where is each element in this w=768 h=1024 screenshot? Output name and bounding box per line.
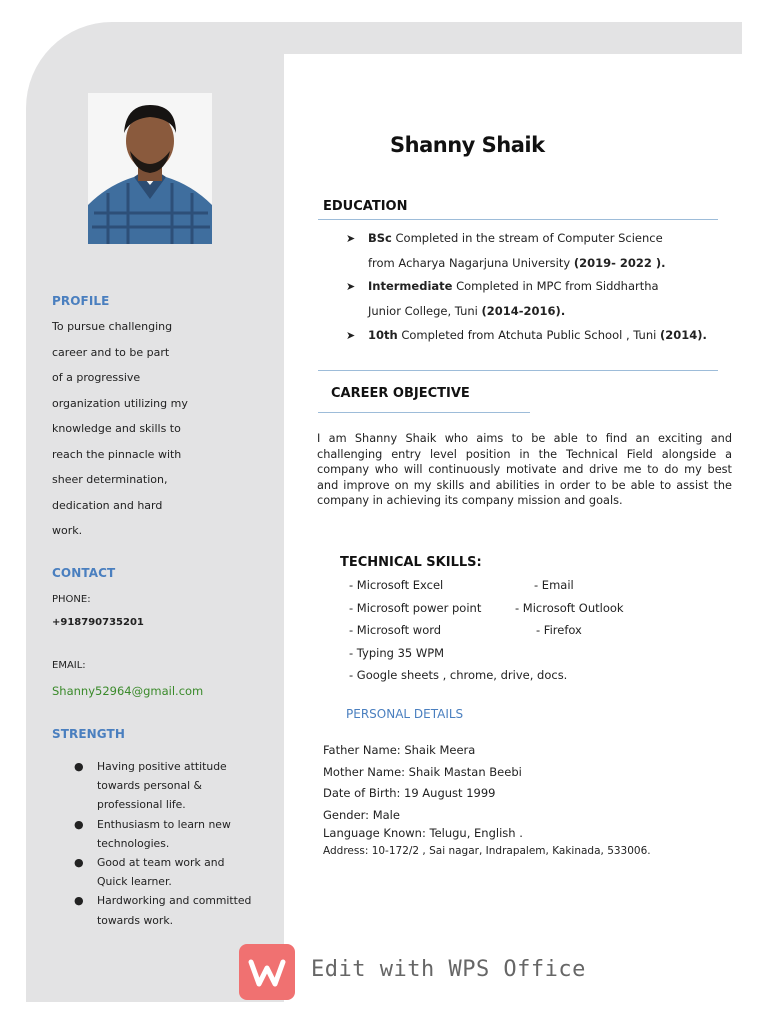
mother-name: Mother Name: Shaik Mastan Beebi — [323, 765, 522, 779]
strength-heading: STRENGTH — [52, 727, 125, 741]
profile-line: dedication and hard — [52, 498, 163, 512]
bullet-icon: ● — [74, 817, 84, 831]
phone-label: PHONE: — [52, 594, 91, 605]
education-bottom-rule — [318, 370, 718, 371]
skill-item: - Microsoft power point — [349, 600, 482, 615]
strength-item — [74, 815, 254, 853]
strength-list — [74, 757, 254, 930]
profile-line: knowledge and skills to — [52, 422, 181, 435]
skill-row — [349, 601, 649, 624]
degree-text: Junior College, Tuni — [368, 304, 482, 318]
skill-item: - Google sheets , chrome, drive, docs. — [349, 668, 568, 682]
strength-item — [74, 891, 254, 929]
profile-line: sheer determination, — [52, 473, 168, 486]
skill-item: - Email — [534, 578, 574, 592]
profile-line: reach the pinnacle with — [52, 447, 182, 461]
bullet-icon: ● — [74, 760, 84, 773]
profile-line: of a progressive — [52, 371, 141, 384]
wps-logo-icon[interactable] — [239, 944, 295, 1000]
bullet-icon: ● — [74, 894, 84, 908]
contact-heading: CONTACT — [52, 566, 116, 580]
strength-line: Quick learner. — [97, 875, 172, 889]
education-item — [346, 226, 666, 275]
skill-item: - Microsoft word — [349, 623, 442, 637]
degree-years: (2014). — [659, 328, 707, 342]
degree-name: BSc — [368, 231, 392, 245]
education-item — [346, 323, 707, 348]
career-rule — [318, 412, 530, 413]
strength-line: Having positive attitude — [97, 760, 227, 773]
gender: Gender: Male — [323, 808, 400, 822]
skill-row — [349, 646, 649, 669]
profile-line: organization utilizing my — [52, 396, 188, 410]
skills-list — [349, 578, 649, 691]
skill-row — [349, 623, 649, 646]
career-heading: CAREER OBJECTIVE — [331, 386, 470, 401]
arrow-icon: ➤ — [346, 232, 356, 245]
education-heading: EDUCATION — [323, 199, 408, 214]
skill-row — [349, 668, 649, 691]
email-label: EMAIL: — [52, 660, 86, 671]
education-rule — [318, 219, 718, 220]
degree-years: (2014-2016). — [481, 304, 566, 318]
strength-item — [74, 853, 254, 891]
email-link[interactable]: Shanny52964@gmail.com — [52, 684, 204, 698]
profile-photo — [88, 93, 212, 244]
skill-item: - Microsoft Outlook — [515, 600, 624, 615]
arrow-icon: ➤ — [346, 280, 356, 293]
skill-row — [349, 578, 649, 601]
strength-line: professional life. — [97, 798, 186, 812]
skill-item: - Typing 35 WPM — [349, 645, 445, 660]
profile-line: work. — [52, 524, 83, 537]
degree-text: Completed from Atchuta Public School , Tuni — [397, 328, 660, 342]
profile-line: career and to be part — [52, 345, 170, 359]
education-item — [346, 274, 659, 323]
bullet-icon: ● — [74, 856, 84, 870]
phone-number: +918790735201 — [52, 617, 144, 628]
skills-heading: TECHNICAL SKILLS: — [340, 555, 482, 570]
strength-line: Good at team work and — [97, 856, 225, 870]
personal-heading: PERSONAL DETAILS — [346, 707, 464, 721]
wps-edit-link[interactable]: Edit with WPS Office — [311, 957, 586, 982]
strength-line: Hardworking and committed — [97, 894, 252, 908]
languages: Language Known: Telugu, English . — [323, 826, 523, 840]
strength-line: technologies. — [97, 836, 170, 850]
strength-line: towards personal & — [97, 779, 202, 793]
date-of-birth: Date of Birth: 19 August 1999 — [323, 786, 496, 800]
profile-heading: PROFILE — [52, 294, 110, 308]
degree-name: 10th — [368, 328, 398, 342]
skill-item: - Microsoft Excel — [349, 578, 444, 592]
career-objective-text: I am Shanny Shaik who aims to be able to find an exciting and challenging entry level position in the Technical Field alongside a company who will continuously motivate and drive me to do my best and improve on my skills and abilities in order to be able to assist the company in achieving its company mission and goals. — [317, 432, 732, 507]
profile-text — [52, 314, 252, 544]
degree-text: Completed in MPC from Siddhartha — [452, 279, 659, 293]
degree-years: (2019- 2022 ). — [573, 256, 666, 270]
candidate-name: Shanny Shaik — [390, 133, 545, 157]
father-name: Father Name: Shaik Meera — [323, 743, 476, 757]
skill-item: - Firefox — [536, 623, 582, 637]
degree-text: Completed in the stream of Computer Science — [391, 231, 663, 245]
arrow-icon: ➤ — [346, 329, 356, 342]
degree-text: from Acharya Nagarjuna University — [368, 256, 574, 270]
strength-line: Enthusiasm to learn new — [97, 817, 231, 831]
strength-line: towards work. — [97, 913, 174, 927]
degree-name: Intermediate — [368, 279, 453, 293]
strength-item — [74, 757, 254, 815]
profile-line: To pursue challenging — [52, 320, 173, 333]
address: Address: 10-172/2 , Sai nagar, Indrapalem, Kakinada, 533006. — [323, 845, 651, 857]
